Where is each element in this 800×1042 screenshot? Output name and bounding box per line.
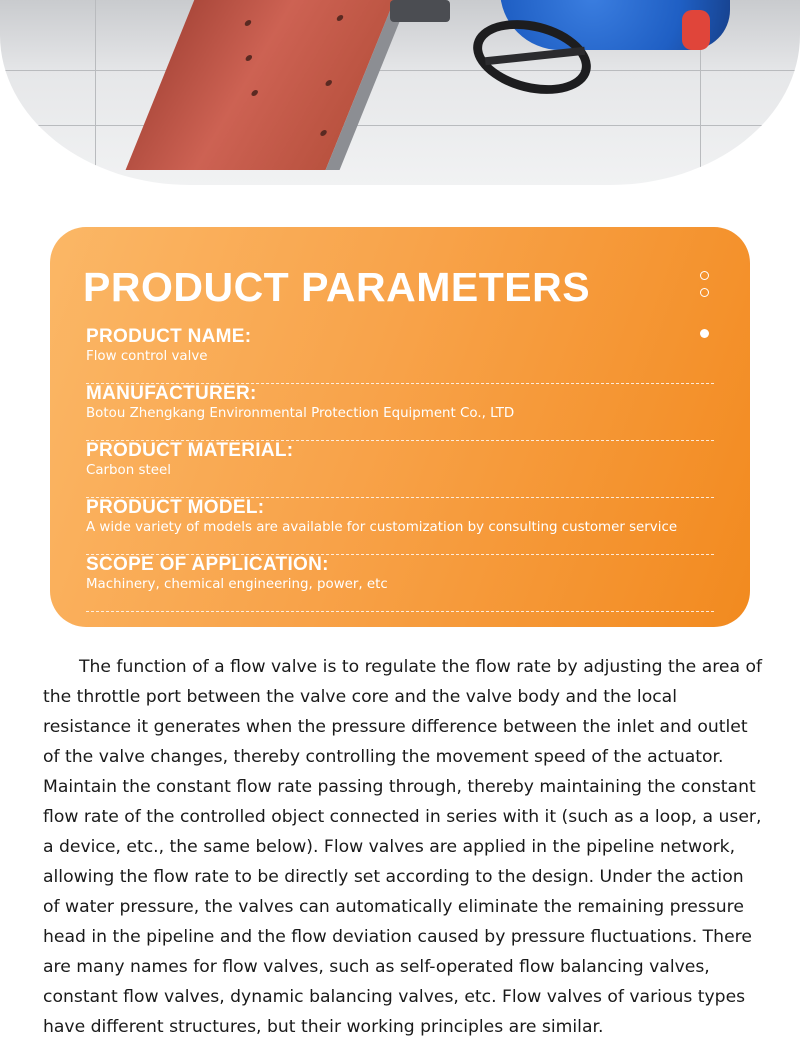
parameters-title: PRODUCT PARAMETERS [83, 264, 591, 310]
parameter-value: A wide variety of models are available for customization by consulting customer service [86, 520, 678, 535]
parameter-row-model [86, 497, 714, 555]
parameter-label: PRODUCT MODEL: [86, 497, 265, 518]
actuator-cap [682, 10, 710, 50]
parameter-value: Carbon steel [86, 463, 171, 478]
parameter-label: MANUFACTURER: [86, 383, 257, 404]
parameter-row-scope [86, 554, 714, 612]
product-description: The function of a flow valve is to regulate the flow rate by adjusting the area of the throttle port between the valve core and the valve body and the local resistance it generates when the pressure difference between the inlet and outlet of the valve changes, thereby controlling the movement speed of the actuator. Maintain the constant flow rate passing through, thereby maintaining the constant flow rate of the controlled object connected in series with it (such as a loop, a user, a device, etc., the same below). Flow valves are applied in the pipeline network, allowing the flow rate to be directly set according to the design. Under the action of water pressure, the valves can automatically eliminate the remaining pressure head in the pipeline and the flow deviation caused by pressure fluctuations. There are many names for flow valves, such as self-operated flow balancing valves, constant flow valves, dynamic balancing valves, etc. Flow valves of various types have different structures, but their working principles are similar. [43, 657, 763, 1037]
parameter-label: PRODUCT NAME: [86, 326, 252, 347]
parameter-label: SCOPE OF APPLICATION: [86, 554, 329, 575]
valve-body [126, 0, 425, 170]
parameter-row-material [86, 440, 714, 498]
decor-dot-1 [700, 271, 709, 280]
valve-stem [390, 0, 450, 22]
parameter-row-manufacturer [86, 383, 714, 441]
parameter-label: PRODUCT MATERIAL: [86, 440, 294, 461]
parameter-row-product-name [86, 326, 714, 384]
product-parameters-card [50, 227, 750, 627]
parameter-value: Botou Zhengkang Environmental Protection Equipment Co., LTD [86, 406, 515, 421]
parameter-value: Flow control valve [86, 349, 208, 364]
parameter-value: Machinery, chemical engineering, power, etc [86, 577, 388, 592]
product-hero-image [0, 0, 800, 185]
decor-dot-2 [700, 288, 709, 297]
